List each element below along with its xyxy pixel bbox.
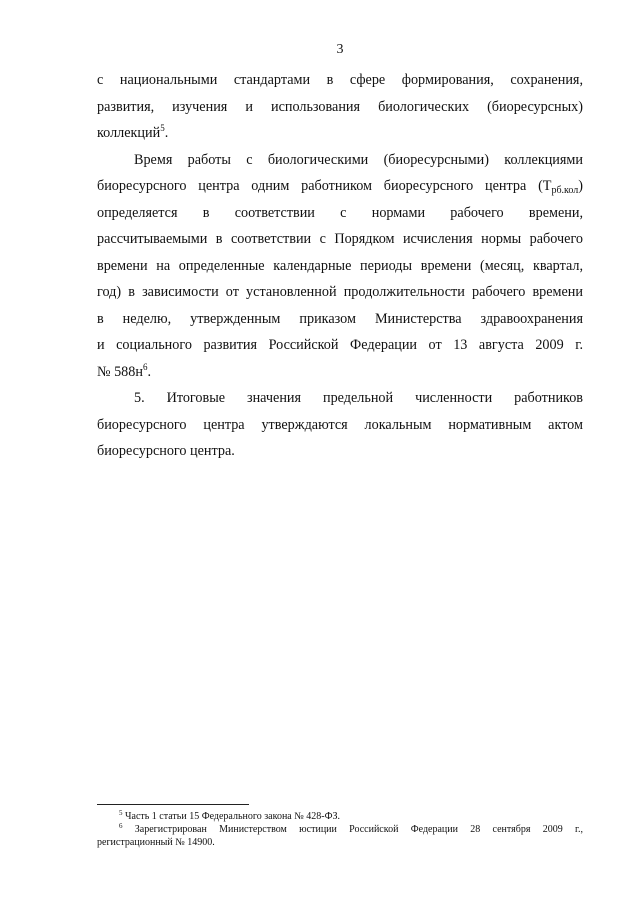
footnote-separator	[97, 804, 249, 805]
footnote-6-continuation: регистрационный № 14900.	[97, 837, 215, 848]
footnote-marker: 5	[119, 809, 123, 817]
text-line: с национальными стандартами в сфере формирования, сохранения,	[97, 72, 583, 88]
text-fragment: коллекций	[97, 125, 161, 141]
subscript-rb-kol: рб.кол	[551, 185, 579, 196]
footnote-6	[97, 823, 583, 836]
text-line: и социального развития Российской Федерации от 13 августа 2009 г.	[97, 337, 583, 353]
paragraph-national-standards	[97, 67, 583, 147]
footnote-text: Зарегистрирован Министерством юстиции Российской Федерации 28 сентября 2009 г.,	[134, 824, 583, 835]
page-number: 3	[336, 42, 344, 57]
text-line: год) в зависимости от установленной продолжительности рабочего времени	[97, 284, 583, 300]
text-line: биоресурсного центра утверждаются локальным нормативным актом	[97, 416, 583, 433]
footnote-marker: 6	[119, 822, 123, 830]
text-fragment: .	[147, 363, 152, 380]
text-line: рассчитываемыми в соответствии с Порядком исчисления нормы рабочего	[97, 231, 583, 247]
paragraph-item-5	[97, 385, 583, 465]
text-line	[97, 359, 583, 386]
footnote-reference-5[interactable]: 5	[160, 123, 165, 133]
footnote-5	[97, 810, 583, 823]
text-line: развития, изучения и использования биологических (биоресурсных)	[97, 98, 583, 115]
text-line: биоресурсного центра.	[97, 443, 235, 459]
footnote-reference-6[interactable]: 6	[142, 361, 148, 372]
text-fragment: .	[164, 125, 169, 141]
document-body	[97, 67, 583, 465]
text-line: Время работы с биологическими (биоресурсными) коллекциями	[134, 151, 583, 168]
text-fragment: биоресурсного центра одним работником биоресурсного центра (Т	[97, 178, 552, 194]
text-line: в неделю, утвержденным приказом Министерства здравоохранения	[97, 310, 583, 327]
footnote-text: Часть 1 статьи 15 Федерального закона № 428-ФЗ.	[125, 811, 341, 822]
text-line: 5. Итоговые значения предельной численности работников	[134, 390, 583, 406]
text-line	[97, 120, 583, 147]
text-line	[97, 173, 583, 200]
text-line: времени на определенные календарные периоды времени (месяц, квартал,	[97, 257, 583, 274]
text-fragment: )	[578, 178, 583, 194]
paragraph-working-time	[97, 147, 583, 386]
text-line: определяется в соответствии с нормами рабочего времени,	[97, 204, 583, 221]
text-fragment: № 588н	[97, 363, 143, 380]
footnotes	[97, 810, 583, 849]
